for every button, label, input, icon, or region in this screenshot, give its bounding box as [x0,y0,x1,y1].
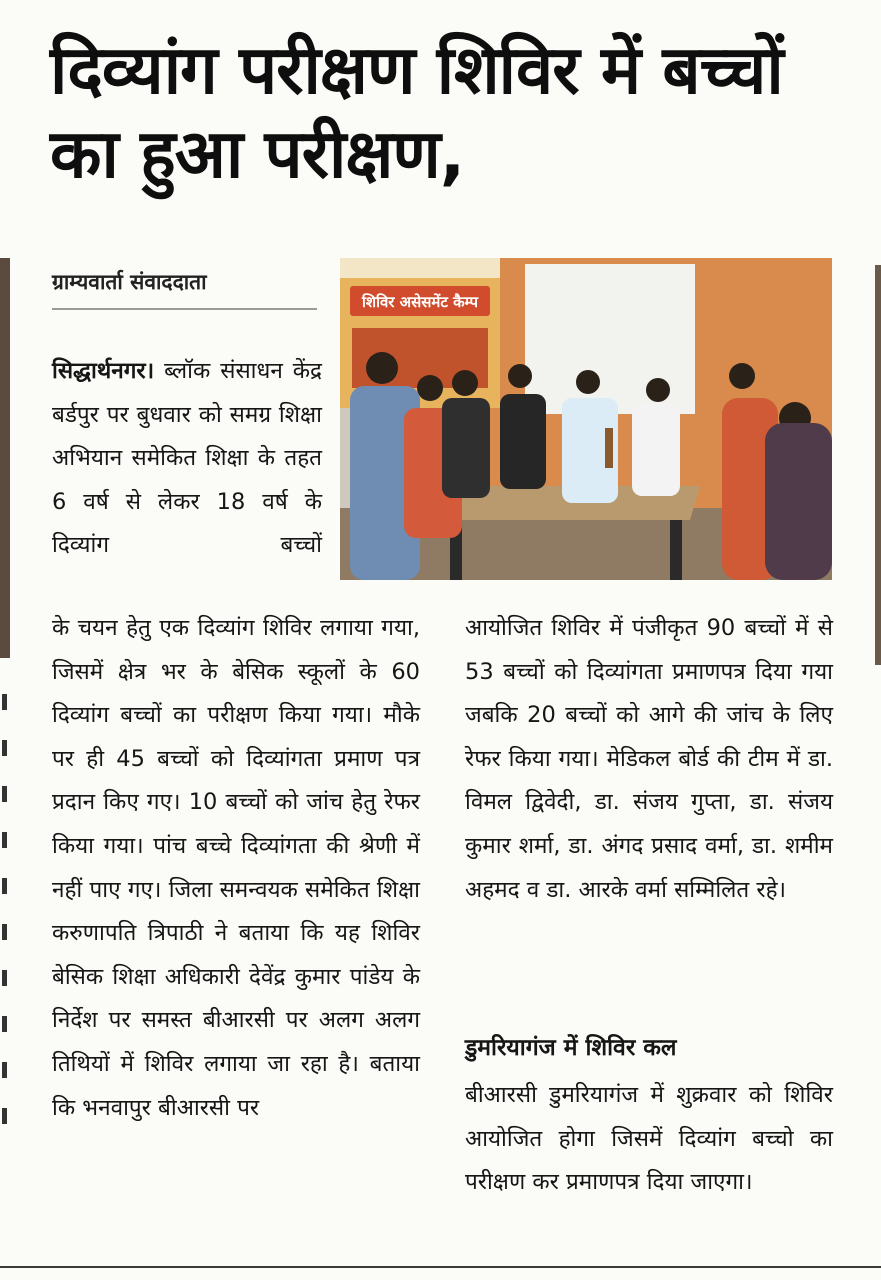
photo-banner-text: शिविर असेसमेंट कैम्प [362,293,478,311]
lead-text: ब्लॉक संसाधन केंद्र बर्डपुर पर बुधवार को समग्र शिक्षा अभियान समेकित शिक्षा के तहत 6 वर्ष से लेकर 18 वर्ष के दिव्यांग बच्चों [52,358,323,558]
news-photo [340,258,832,580]
dateline: सिद्धार्थनगर। [52,358,155,384]
article-lead-paragraph [52,350,322,568]
byline: ग्राम्यवार्ता संवाददाता [52,268,317,310]
adjacent-article-photo-edge [0,258,10,658]
headline: दिव्यांग परीक्षण शिविर में बच्चों का हुआ परीक्षण, [50,31,783,193]
subheading: डुमरियागंज में शिविर कल [465,1035,677,1061]
adjacent-column-text-edge [0,690,14,1170]
article-column-2-continued: बीआरसी डुमरियागंज में शुक्रवार को शिविर आयोजित होगा जिसमें दिव्यांग बच्चो का परीक्षण कर प्रमाणपत्र दिया जाएगा। [465,1082,833,1196]
bottom-divider [0,1266,881,1268]
adjacent-article-edge-right [875,265,881,665]
camp-meeting-photo [340,258,832,580]
article-column-1: के चयन हेतु एक दिव्यांग शिविर लगाया गया, जिसमें क्षेत्र भर के बेसिक स्कूलों के 60 दिव्यांग बच्चों का परीक्षण किया गया। मौके पर ही 45 बच्चों को दिव्यांगता प्रमाण पत्र प्रदान किए गए। 10 बच्चों को जांच हेतु रेफर किया गया। पांच बच्चे दिव्यांगता की श्रेणी में नहीं पाए गए। जिला समन्वयक समेकित शिक्षा करुणापति त्रिपाठी ने बताया कि यह शिविर बेसिक शिक्षा अधिकारी देवेंद्र कुमार पांडेय के निर्देश पर समस्त बीआरसी पर अलग अलग तिथियों में शिविर लगाया जा रहा है। बताया कि भनवापुर बीआरसी पर [52,615,420,1121]
article-column-2: आयोजित शिविर में पंजीकृत 90 बच्चों में से 53 बच्चों को दिव्यांगता प्रमाणपत्र दिया गया जबकि 20 बच्चों को आगे की जांच के लिए रेफर किया गया। मेडिकल बोर्ड की टीम में डा. विमल द्विवेदी, डा. संजय गुप्ता, डा. संजय कुमार शर्मा, डा. अंगद प्रसाद वर्मा, डा. शमीम अहमद व डा. आरके वर्मा सम्मिलित रहे। [465,615,833,903]
